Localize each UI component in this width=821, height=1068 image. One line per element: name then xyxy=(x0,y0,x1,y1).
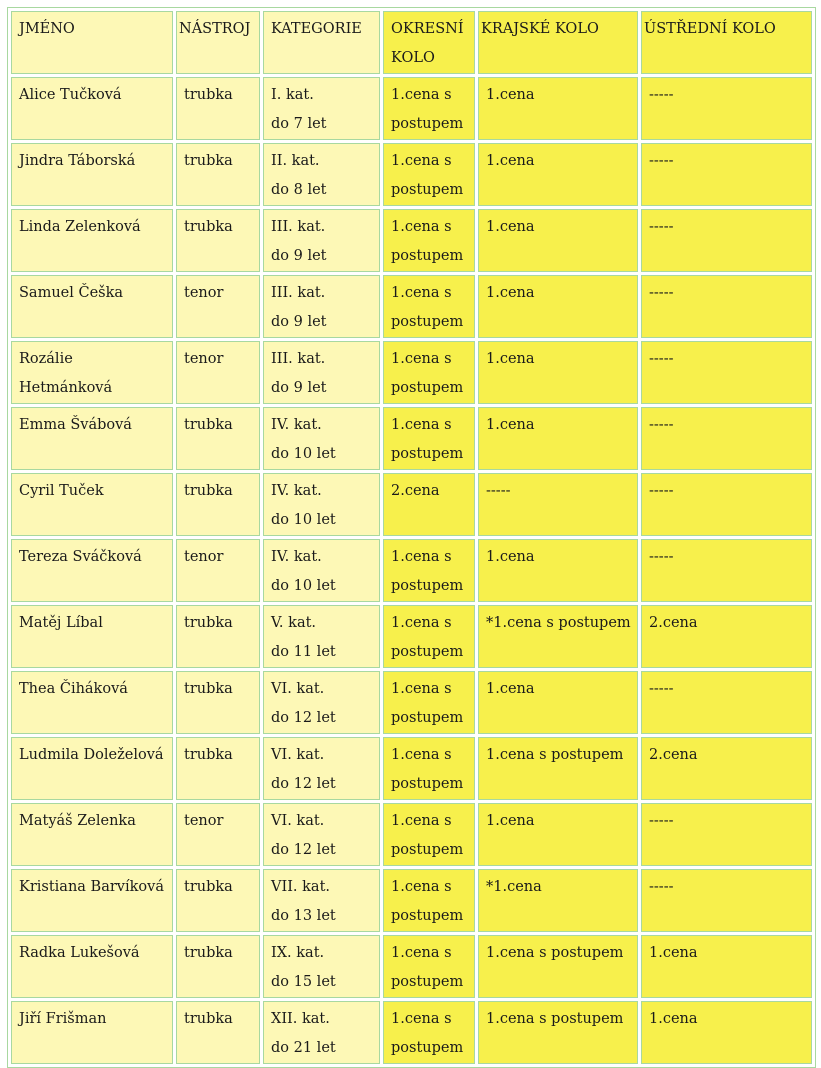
cell-category: VII. kat. do 13 let xyxy=(263,869,380,932)
cell-instrument: trubka xyxy=(176,671,260,734)
cell-instrument: trubka xyxy=(176,407,260,470)
cell-regional-round: *1.cena xyxy=(478,869,638,932)
cell-district-round: 1.cena s postupem xyxy=(383,869,475,932)
cell-district-round: 1.cena s postupem xyxy=(383,275,475,338)
cell-category: IV. kat. do 10 let xyxy=(263,407,380,470)
cell-name: Rozálie Hetmánková xyxy=(11,341,173,404)
cell-category: I. kat. do 7 let xyxy=(263,77,380,140)
cell-central-round: ----- xyxy=(641,341,812,404)
cell-category: III. kat. do 9 let xyxy=(263,341,380,404)
cell-regional-round: 1.cena xyxy=(478,275,638,338)
cell-name: Emma Švábová xyxy=(11,407,173,470)
table-row xyxy=(11,209,812,272)
cell-name: Matěj Líbal xyxy=(11,605,173,668)
cell-instrument: trubka xyxy=(176,1001,260,1064)
cell-instrument: trubka xyxy=(176,473,260,536)
cell-instrument: trubka xyxy=(176,143,260,206)
cell-instrument: trubka xyxy=(176,605,260,668)
cell-central-round: ----- xyxy=(641,473,812,536)
cell-regional-round: ----- xyxy=(478,473,638,536)
cell-instrument: tenor xyxy=(176,341,260,404)
cell-district-round: 1.cena s postupem xyxy=(383,341,475,404)
cell-regional-round: 1.cena xyxy=(478,539,638,602)
cell-district-round: 1.cena s postupem xyxy=(383,671,475,734)
cell-regional-round: 1.cena xyxy=(478,671,638,734)
cell-instrument: tenor xyxy=(176,275,260,338)
table-row xyxy=(11,671,812,734)
cell-central-round: 2.cena xyxy=(641,737,812,800)
cell-instrument: trubka xyxy=(176,77,260,140)
header-regional-round: KRAJSKÉ KOLO xyxy=(478,11,638,74)
cell-regional-round: 1.cena xyxy=(478,407,638,470)
cell-central-round: 2.cena xyxy=(641,605,812,668)
results-table xyxy=(7,7,816,1068)
cell-district-round: 2.cena xyxy=(383,473,475,536)
cell-district-round: 1.cena s postupem xyxy=(383,935,475,998)
cell-name: Jindra Táborská xyxy=(11,143,173,206)
cell-category: IV. kat. do 10 let xyxy=(263,473,380,536)
cell-central-round: ----- xyxy=(641,77,812,140)
cell-instrument: trubka xyxy=(176,869,260,932)
cell-central-round: ----- xyxy=(641,209,812,272)
table-row xyxy=(11,935,812,998)
cell-instrument: tenor xyxy=(176,803,260,866)
table-row xyxy=(11,473,812,536)
cell-name: Samuel Češka xyxy=(11,275,173,338)
cell-district-round: 1.cena s postupem xyxy=(383,209,475,272)
header-category: KATEGORIE xyxy=(263,11,380,74)
table-row xyxy=(11,341,812,404)
table-row xyxy=(11,605,812,668)
cell-district-round: 1.cena s postupem xyxy=(383,605,475,668)
header-instrument: NÁSTROJ xyxy=(176,11,260,74)
header-central-round: ÚSTŘEDNÍ KOLO xyxy=(641,11,812,74)
header-row xyxy=(11,11,812,74)
cell-name: Cyril Tuček xyxy=(11,473,173,536)
cell-instrument: tenor xyxy=(176,539,260,602)
cell-central-round: ----- xyxy=(641,143,812,206)
cell-name: Thea Čiháková xyxy=(11,671,173,734)
cell-name: Tereza Sváčková xyxy=(11,539,173,602)
cell-regional-round: *1.cena s postupem xyxy=(478,605,638,668)
cell-district-round: 1.cena s postupem xyxy=(383,539,475,602)
cell-central-round: 1.cena xyxy=(641,1001,812,1064)
cell-category: VI. kat. do 12 let xyxy=(263,737,380,800)
cell-regional-round: 1.cena s postupem xyxy=(478,737,638,800)
results-body xyxy=(11,77,812,1064)
cell-district-round: 1.cena s postupem xyxy=(383,803,475,866)
cell-name: Jiří Frišman xyxy=(11,1001,173,1064)
cell-name: Kristiana Barvíková xyxy=(11,869,173,932)
cell-category: II. kat. do 8 let xyxy=(263,143,380,206)
table-row xyxy=(11,539,812,602)
cell-instrument: trubka xyxy=(176,935,260,998)
cell-category: XII. kat. do 21 let xyxy=(263,1001,380,1064)
cell-category: III. kat. do 9 let xyxy=(263,209,380,272)
cell-district-round: 1.cena s postupem xyxy=(383,1001,475,1064)
cell-district-round: 1.cena s postupem xyxy=(383,77,475,140)
table-row xyxy=(11,275,812,338)
cell-regional-round: 1.cena xyxy=(478,77,638,140)
cell-central-round: ----- xyxy=(641,275,812,338)
cell-regional-round: 1.cena xyxy=(478,803,638,866)
cell-district-round: 1.cena s postupem xyxy=(383,407,475,470)
cell-name: Radka Lukešová xyxy=(11,935,173,998)
cell-category: III. kat. do 9 let xyxy=(263,275,380,338)
cell-category: VI. kat. do 12 let xyxy=(263,671,380,734)
table-row xyxy=(11,407,812,470)
cell-name: Linda Zelenková xyxy=(11,209,173,272)
cell-district-round: 1.cena s postupem xyxy=(383,737,475,800)
cell-regional-round: 1.cena s postupem xyxy=(478,935,638,998)
header-district-round: OKRESNÍ KOLO xyxy=(383,11,475,74)
cell-district-round: 1.cena s postupem xyxy=(383,143,475,206)
table-row xyxy=(11,143,812,206)
cell-central-round: ----- xyxy=(641,539,812,602)
cell-central-round: ----- xyxy=(641,803,812,866)
cell-category: IV. kat. do 10 let xyxy=(263,539,380,602)
table-row xyxy=(11,77,812,140)
cell-central-round: ----- xyxy=(641,407,812,470)
cell-name: Alice Tučková xyxy=(11,77,173,140)
table-row xyxy=(11,737,812,800)
cell-central-round: 1.cena xyxy=(641,935,812,998)
cell-category: V. kat. do 11 let xyxy=(263,605,380,668)
cell-central-round: ----- xyxy=(641,869,812,932)
cell-central-round: ----- xyxy=(641,671,812,734)
table-row xyxy=(11,869,812,932)
cell-name: Ludmila Doleželová xyxy=(11,737,173,800)
cell-regional-round: 1.cena s postupem xyxy=(478,1001,638,1064)
cell-instrument: trubka xyxy=(176,737,260,800)
cell-category: VI. kat. do 12 let xyxy=(263,803,380,866)
table-row xyxy=(11,1001,812,1064)
header-name: JMÉNO xyxy=(11,11,173,74)
cell-name: Matyáš Zelenka xyxy=(11,803,173,866)
cell-instrument: trubka xyxy=(176,209,260,272)
table-row xyxy=(11,803,812,866)
cell-regional-round: 1.cena xyxy=(478,143,638,206)
cell-regional-round: 1.cena xyxy=(478,341,638,404)
cell-category: IX. kat. do 15 let xyxy=(263,935,380,998)
cell-regional-round: 1.cena xyxy=(478,209,638,272)
